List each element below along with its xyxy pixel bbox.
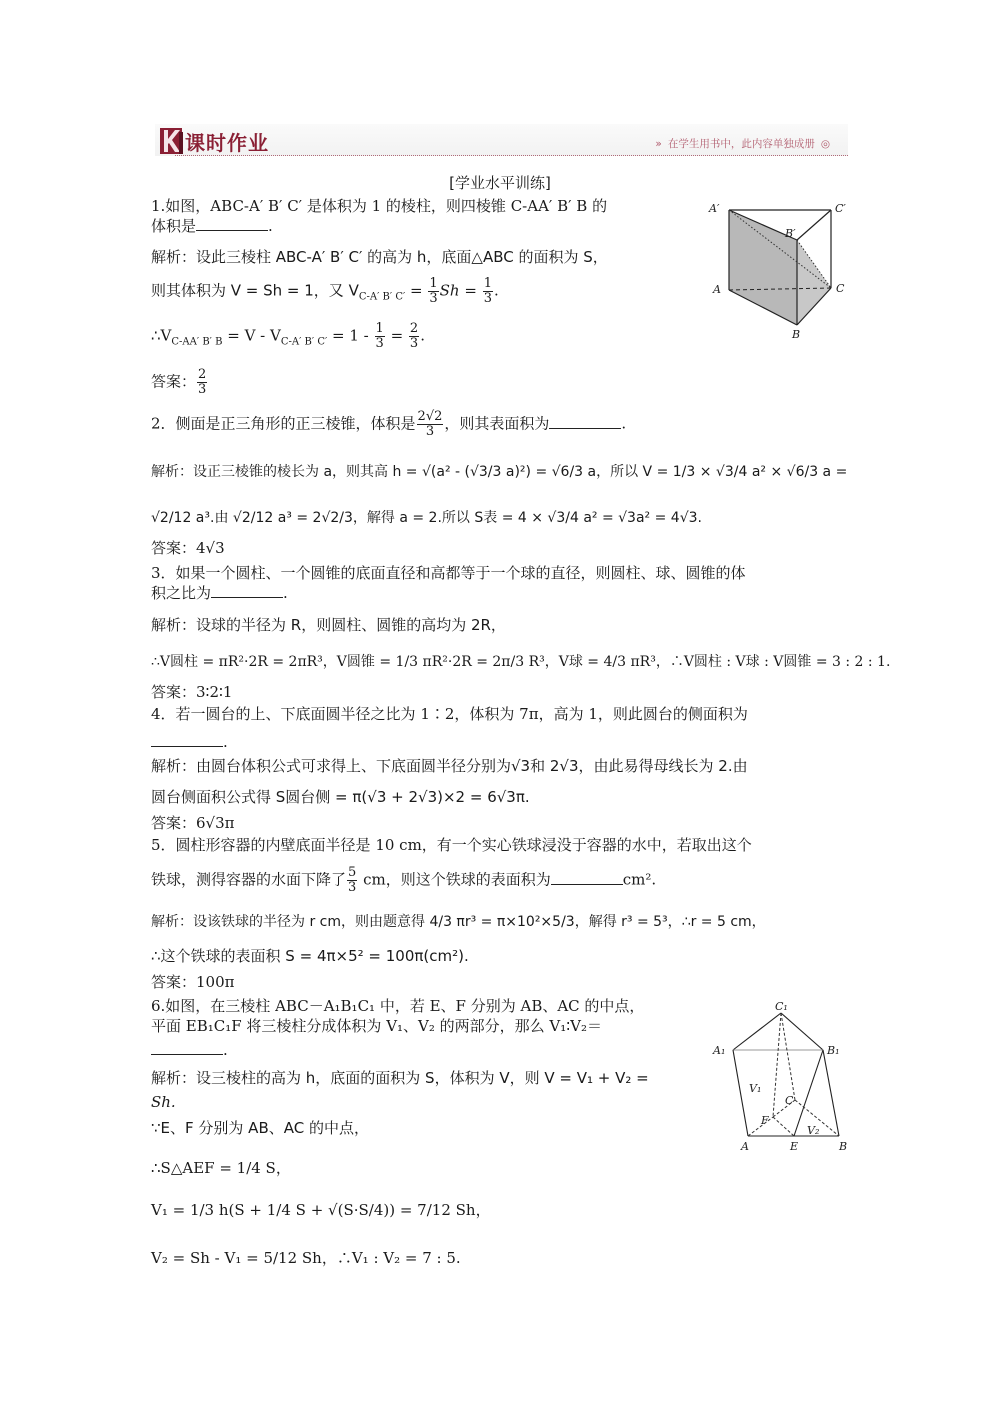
vertex-label: F	[761, 1114, 769, 1127]
punct: .	[621, 414, 627, 433]
punct: .	[493, 281, 499, 300]
answer-value: 4√3	[196, 539, 225, 557]
problem-6-solution-line4: ∴S△AEF = 1/4 S，	[151, 1159, 291, 1177]
denominator: 3	[409, 336, 419, 351]
question-text: 积之比为	[151, 584, 212, 602]
fraction	[347, 866, 357, 895]
denominator: 3	[198, 382, 207, 397]
problem-5-solution-line1: 解析：设该铁球的半径为 r cm，则由题意得 4/3 πr³ = π×10²×5/3，解得 r³ = 5³，∴r = 5 cm，	[151, 914, 766, 930]
problem-2-answer	[151, 538, 851, 558]
face-section	[797, 240, 831, 325]
problem-5-question-line1: 5．圆柱形容器的内壁底面半径是 10 cm，有一个实心铁球浸没于容器的水中，若取出这个	[151, 836, 752, 854]
problem-6-solution-line3: ∵E、F 分别为 AB、AC 的中点，	[151, 1119, 369, 1137]
vertex-label: A₁	[713, 1044, 726, 1057]
hidden-edge	[781, 1013, 795, 1100]
vertex-label: C	[785, 1094, 794, 1107]
numerator: 2√2	[417, 409, 443, 424]
denominator: 3	[429, 291, 438, 306]
problem-3-solution-line2: ∴V圆柱 = πR²·2R = 2πR³，V圆锥 = 1/3 πR²·2R = 2π/3 R³，V球 = 4/3 πR³，∴V圆柱 : V球 : V圆锥 = 3 : 2 : 1.	[151, 654, 891, 670]
answer-blank	[151, 732, 223, 747]
numerator: 1	[429, 276, 438, 291]
vertex-label: A	[741, 1140, 749, 1153]
edge	[733, 1013, 781, 1050]
problem-4-answer	[151, 813, 851, 833]
double-chevron-icon: »	[655, 138, 662, 150]
problem-5-question-line2	[151, 866, 851, 895]
numerator: 2	[198, 367, 207, 382]
fraction	[428, 277, 438, 306]
vertex-label: A	[713, 283, 721, 296]
answer-blank	[151, 1040, 223, 1055]
header-divider	[175, 155, 848, 156]
answer-value: 100π	[196, 973, 235, 991]
header-note-text: 在学生用书中，此内容单独成册	[667, 138, 815, 150]
prism-figure	[705, 195, 855, 340]
solution-text: Sh =	[439, 281, 482, 300]
solution-text: 则其体积为 V = Sh = 1，又 V	[151, 281, 359, 300]
problem-2-solution-line1: 解析：设正三棱锥的棱长为 a，则其高 h = √(a² - (√3/3 a)²) = √6/3 a，所以 V = 1/3 × √3/4 a² × √6/3 a =	[151, 464, 848, 480]
denominator: 3	[348, 880, 357, 895]
fraction	[417, 410, 444, 439]
header-note	[655, 136, 830, 151]
denominator: 3	[375, 336, 384, 351]
punct: .	[268, 217, 273, 235]
region-label: V₁	[749, 1082, 762, 1095]
question-text: 铁球，测得容器的水面下降了	[151, 870, 347, 889]
header-title: 课时作业	[185, 131, 269, 155]
vertex-label: C′	[835, 202, 846, 215]
vertex-label: B	[792, 328, 801, 340]
answer-label: 答案：	[151, 539, 197, 557]
answer-blank	[196, 216, 268, 231]
punct: .	[223, 733, 228, 751]
question-text-line3	[151, 1040, 711, 1060]
problem-5-answer	[151, 972, 851, 992]
problem-6-solution-line1: 解析：设三棱柱的高为 h，底面的面积为 S，体积为 V，则 V = V₁ + V₂ =	[151, 1069, 649, 1087]
question-text-line2	[151, 583, 851, 603]
numerator: 1	[375, 321, 384, 336]
solution-text: = V - V	[222, 326, 281, 345]
answer-blank	[551, 870, 623, 885]
punct: .	[283, 584, 288, 602]
problem-6-solution-line5: V₁ = 1/3 h(S + 1/4 S + √(S·S/4)) = 7/12 Sh，	[151, 1201, 491, 1219]
vertex-label: C	[836, 282, 845, 295]
edge	[823, 1050, 839, 1136]
answer-blank	[211, 583, 283, 598]
question-text: 4．若一圆台的上、下底面圆半径之比为 1∶2，体积为 7π，高为 1，则此圆台的侧面积为	[151, 705, 748, 723]
fraction	[409, 322, 419, 351]
problem-3-question	[151, 563, 851, 603]
problem-3-answer	[151, 682, 851, 702]
vertex-label: A′	[709, 202, 720, 215]
question-text: 6.如图，在三棱柱 ABC－A₁B₁C₁ 中，若 E、F 分别为 AB、AC 的中点，	[151, 997, 645, 1015]
solution-text: =	[405, 281, 428, 300]
logo-k-icon	[159, 126, 185, 156]
question-text: 体积是	[151, 217, 197, 235]
denominator: 3	[483, 291, 492, 306]
fraction	[375, 322, 385, 351]
question-text: cm，则这个铁球的表面积为	[358, 870, 551, 889]
problem-3-solution-line1: 解析：设球的半径为 R，则圆柱、圆锥的高均为 2R，	[151, 616, 506, 634]
denominator: 3	[425, 424, 435, 439]
punct: .	[420, 326, 425, 345]
numerator: 5	[348, 865, 357, 880]
problem-4-solution-line2: 圆台侧面积公式得 S圆台侧 = π(√3 + 2√3)×2 = 6√3π.	[151, 788, 530, 806]
edge	[733, 1050, 748, 1136]
numerator: 1	[483, 276, 492, 291]
vertex-label: B′	[785, 227, 796, 240]
frustum-figure	[705, 1000, 865, 1160]
page-header	[155, 124, 848, 160]
question-text-line2	[151, 732, 851, 752]
fraction	[483, 277, 493, 306]
answer-blank	[549, 414, 621, 429]
problem-2-solution-line2: √2/12 a³.由 √2/12 a³ = 2√2/3，解得 a = 2.所以 S表 = 4 × √3/4 a² = √3a² = 4√3.	[151, 510, 702, 526]
question-text: 平面 EB₁C₁F 将三棱柱分成体积为 V₁、V₂ 的两部分，那么 V₁∶V₂＝	[151, 1017, 603, 1035]
hidden-edge	[773, 1013, 781, 1117]
solution-text: =	[385, 326, 408, 345]
problem-5-solution-line2: ∴这个铁球的表面积 S = 4π×5² = 100π(cm²).	[151, 947, 469, 965]
solution-text: = 1 -	[327, 326, 374, 345]
problem-4-question	[151, 704, 851, 752]
edge	[797, 210, 831, 240]
edge	[781, 1013, 823, 1050]
problem-6-question	[151, 996, 711, 1060]
answer-label: 答案：	[151, 973, 197, 991]
question-text: ，则其表面积为	[444, 414, 550, 433]
vertex-label: B₁	[827, 1044, 840, 1057]
problem-6-solution-line2: Sh.	[151, 1093, 176, 1111]
subscript: C-A′ B′ C′	[280, 336, 328, 348]
question-text: 1.如图，ABC-A′ B′ C′ 是体积为 1 的棱柱，则四棱锥 C-AA′ B′ B 的	[151, 197, 608, 215]
question-text: 2．侧面是正三角形的正三棱锥，体积是	[151, 414, 416, 433]
vertex-label: B	[839, 1140, 848, 1153]
problem-6-solution-line6: V₂ = Sh - V₁ = 5/12 Sh，∴V₁ : V₂ = 7 : 5.	[151, 1249, 461, 1267]
section-title: [学业水平训练]	[449, 174, 551, 192]
answer-fraction	[197, 368, 207, 397]
problem-1-solution-line1: 解析：设此三棱柱 ABC-A′ B′ C′ 的高为 h，底面△ABC 的面积为 S，	[151, 248, 608, 266]
problem-2-question	[151, 410, 851, 439]
question-text: 3．如果一个圆柱、一个圆锥的底面直径和高都等于一个球的直径，则圆柱、球、圆锥的体	[151, 564, 746, 582]
numerator: 2	[409, 321, 419, 336]
subscript: C-AA′ B′ B	[171, 336, 223, 348]
problem-1-answer	[151, 368, 851, 397]
answer-label: 答案：	[151, 372, 197, 391]
answer-label: 答案：	[151, 683, 197, 701]
vertex-label: C₁	[775, 1000, 788, 1013]
solution-text: ∴V	[151, 326, 172, 345]
answer-value: 3∶2∶1	[196, 683, 233, 701]
subscript: C-A′ B′ C′	[358, 291, 406, 303]
target-icon: ◎	[820, 138, 830, 150]
region-label: V₂	[807, 1124, 820, 1137]
answer-label: 答案：	[151, 814, 197, 832]
question-text: cm².	[622, 870, 657, 889]
punct: .	[223, 1041, 228, 1059]
answer-value: 6√3π	[196, 814, 235, 832]
vertex-label: E	[790, 1140, 799, 1153]
hidden-edge	[773, 1117, 794, 1136]
problem-4-solution-line1: 解析：由圆台体积公式可求得上、下底面圆半径分别为√3和 2√3，由此易得母线长为 2.由	[151, 757, 748, 775]
